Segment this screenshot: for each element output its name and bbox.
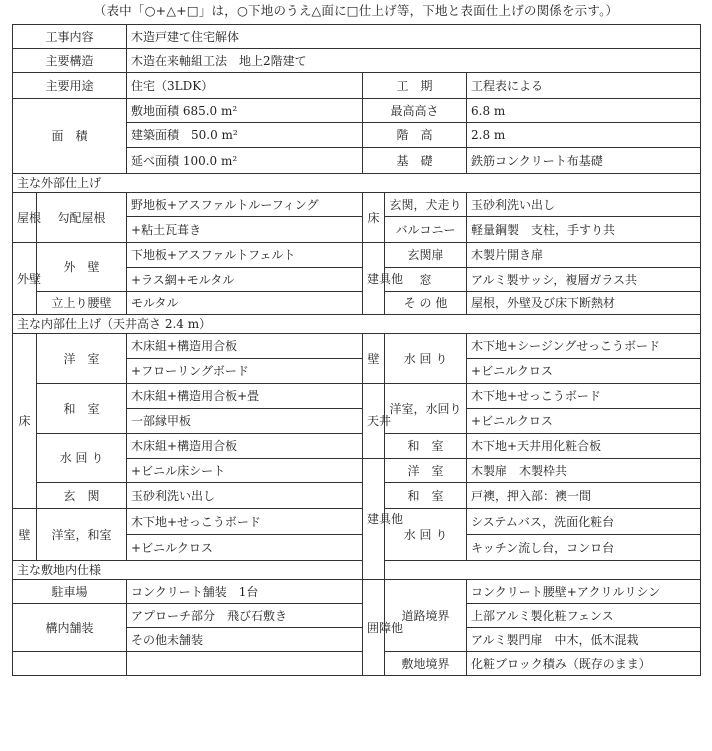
building-area: 建築面積 50.0 m² [127, 123, 363, 148]
area-label: 面 積 [13, 99, 127, 174]
use-value: 住宅（3LDK） [127, 73, 363, 99]
use-label: 主要用途 [13, 73, 127, 99]
site-boundary-label: 敷地境界 [385, 652, 467, 676]
foundation-label: 基 礎 [363, 148, 467, 174]
roof-spec-line1: 野地板+アスファルトルーフィング [127, 193, 363, 217]
interior-section-title: 主な内部仕上げ（天井高さ 2.4 m） [13, 315, 701, 334]
parapet-value: モルタル [127, 292, 363, 315]
exterior-other-label: そ の 他 [385, 292, 467, 315]
japanese-room-label: 和 室 [37, 384, 127, 434]
exterior-section-title: 主な外部仕上げ [13, 174, 701, 193]
wet-wall-label: 水 回 り [385, 334, 467, 384]
wall-rooms-line1: 木下地+せっこうボード [127, 509, 363, 535]
entrance-door-label: 玄関扉 [385, 243, 467, 268]
ceiling-japanese-label: 和 室 [385, 434, 467, 459]
japanese-floor-line2: 一部縁甲板 [127, 409, 363, 434]
work-label: 工事内容 [13, 25, 127, 49]
parking-label: 駐車場 [13, 580, 127, 604]
fitting-wet-label: 水 回 り [385, 509, 467, 561]
window-label: 窓 [385, 268, 467, 292]
road-boundary-line1: コンクリート腰壁+アクリルリシン [467, 580, 701, 604]
paving-line2: その他未舗装 [127, 628, 363, 652]
outer-wall-label: 外 壁 [37, 243, 127, 292]
window-value: アルミ製サッシ，複層ガラス共 [467, 268, 701, 292]
outer-wall-spec-line1: 下地板+アスファルトフェルト [127, 243, 363, 268]
fence-category: 囲障他 [363, 580, 385, 676]
fitting-wet-line1: システムバス，洗面化粧台 [467, 509, 701, 535]
blank-cell [127, 652, 363, 676]
ceiling-japanese-value: 木下地+天井用化粧合板 [467, 434, 701, 459]
parking-value: コンクリート舗装 1台 [127, 580, 363, 604]
entrance-label: 玄関，犬走り [385, 193, 467, 217]
foundation-value: 鉄筋コンクリート布基礎 [467, 148, 701, 174]
exterior-other-value: 屋根，外壁及び床下断熱材 [467, 292, 701, 315]
road-boundary-line3: アルミ製門扉 中木，低木混栽 [467, 628, 701, 652]
wet-wall-line1: 木下地+シージングせっこうボード [467, 334, 701, 359]
ceiling-western-label: 洋室，水回り [385, 384, 467, 434]
fitting-japanese-label: 和 室 [385, 483, 467, 509]
period-value: 工程表による [467, 73, 701, 99]
parapet-label: 立上り腰壁 [37, 292, 127, 315]
western-room-label: 洋 室 [37, 334, 127, 384]
max-height-label: 最高高さ [363, 99, 467, 123]
wet-floor-line2: +ビニル床シート [127, 459, 363, 483]
roof-label: 勾配屋根 [37, 193, 127, 243]
western-floor-line1: 木床組+構造用合板 [127, 334, 363, 359]
roof-spec-line2: +粘土瓦葺き [127, 217, 363, 243]
interior-floor-category: 床 [13, 334, 37, 509]
entrance-door-value: 木製片開き扉 [467, 243, 701, 268]
floor-height-value: 2.8 m [467, 123, 701, 148]
site-area: 敷地面積 685.0 m² [127, 99, 363, 123]
paving-line1: アプローチ部分 飛び石敷き [127, 604, 363, 628]
genkan-label: 玄 関 [37, 483, 127, 509]
max-height-value: 6.8 m [467, 99, 701, 123]
entrance-value: 玉砂利洗い出し [467, 193, 701, 217]
floor-area: 延べ面積 100.0 m² [127, 148, 363, 174]
outer-wall-spec-line2: +ラス網+モルタル [127, 268, 363, 292]
wet-area-label: 水 回 り [37, 434, 127, 483]
exterior-fitting-category: 建具他 [363, 243, 385, 315]
exterior-floor-category: 床 [363, 193, 385, 243]
wall-rooms-label: 洋室，和室 [37, 509, 127, 561]
wall-rooms-line2: +ビニルクロス [127, 535, 363, 561]
structure-label: 主要構造 [13, 49, 127, 73]
specification-table [12, 24, 701, 676]
wet-wall-line2: +ビニルクロス [467, 359, 701, 384]
table-note: （表中「○+△+□」は，○下地のうえ△面に□仕上げ等，下地と表面仕上げの関係を示す。） [93, 3, 619, 18]
balcony-label: バルコニー [385, 217, 467, 243]
floor-height-label: 階 高 [363, 123, 467, 148]
work-value: 木造戸建て住宅解体 [127, 25, 701, 49]
interior-ceiling-category: 天井 [363, 384, 385, 459]
fitting-western-value: 木製扉 木製枠共 [467, 459, 701, 483]
western-floor-line2: +フローリングボード [127, 359, 363, 384]
structure-value: 木造在来軸組工法 地上2階建て [127, 49, 701, 73]
interior-wall-category: 壁 [363, 334, 385, 384]
genkan-floor-value: 玉砂利洗い出し [127, 483, 363, 509]
road-boundary-label: 道路境界 [385, 580, 467, 652]
interior-wall-left-category: 壁 [13, 509, 37, 561]
fitting-western-label: 洋 室 [385, 459, 467, 483]
japanese-floor-line1: 木床組+構造用合板+畳 [127, 384, 363, 409]
road-boundary-line2: 上部アルミ製化粧フェンス [467, 604, 701, 628]
paving-label: 構内舗装 [13, 604, 127, 652]
fitting-wet-line2: キッチン流し台，コンロ台 [467, 535, 701, 561]
exterior-roof-category: 屋根 [13, 193, 37, 243]
ceiling-western-line1: 木下地+せっこうボード [467, 384, 701, 409]
site-boundary-value: 化粧ブロック積み（既存のまま） [467, 652, 701, 676]
ceiling-western-line2: +ビニルクロス [467, 409, 701, 434]
balcony-value: 軽量鋼製 支柱，手すり共 [467, 217, 701, 243]
fitting-japanese-value: 戸襖，押入部：襖一間 [467, 483, 701, 509]
blank-cell [13, 652, 127, 676]
site-section-title: 主な敷地内仕様 [13, 561, 701, 580]
period-label: 工 期 [363, 73, 467, 99]
interior-fitting-category: 建具他 [363, 459, 385, 580]
exterior-wall-category: 外壁 [13, 243, 37, 315]
wet-floor-line1: 木床組+構造用合板 [127, 434, 363, 459]
